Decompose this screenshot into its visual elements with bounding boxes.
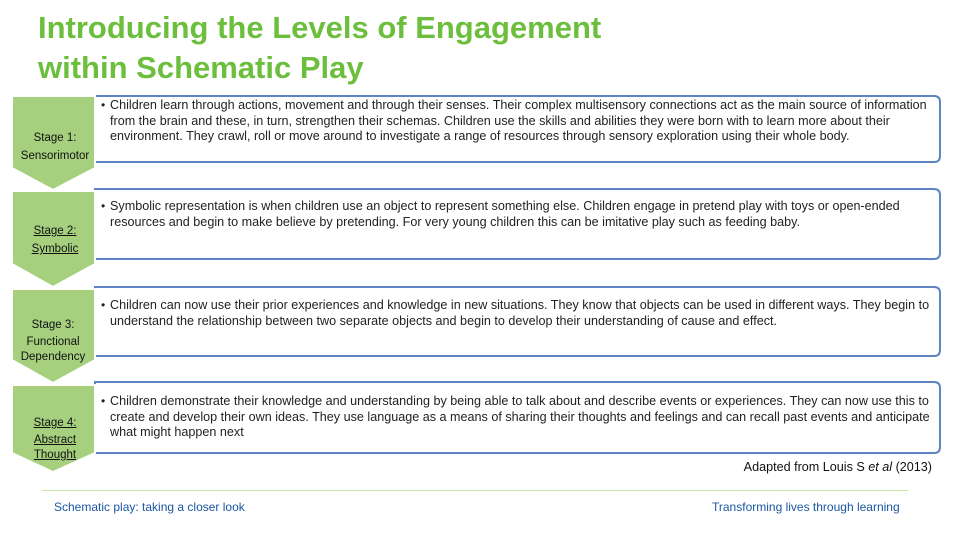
bullet-icon: • [101,394,106,408]
stage-3-description [101,298,932,329]
stage-1-label [10,131,100,164]
stage-4-label-line-2: Abstract [33,434,77,446]
title-line-2: within Schematic Play [38,50,364,85]
stage-4-label [10,416,100,463]
stage-4-description [101,394,932,441]
source-credit [744,460,932,474]
stage-3-description-text: Children can now use their prior experiences and knowledge in new situations. They know that objects can be used in different ways. They begin to understand the relationship between two separate objects and begin to develop their understanding of cause and effect. [110,298,930,328]
credit-prefix: Adapted from Louis S [743,460,869,474]
stage-1-description-text: Children learn through actions, movement and through their senses. Their complex multisensory connections act as the main source of information from the brain and these, in turn, strengthen their schemas. Children use the skills and abilities they were born with to learn more about their environment. They crawl, roll or move around to investigate a range of resources through sensory exploration using their whole body. [110,98,927,143]
stage-2-description-text: Symbolic representation is when children use an object to represent something else. Children engage in pretend play with toys or open-ended resources and begin to make believe by pretending. For very young children this can be imitative play such as feeding baby. [110,199,900,229]
credit-italic: et al [868,460,893,474]
bullet-icon: • [101,298,106,312]
footer-divider [42,490,908,491]
stage-4-label-line-3: Thought [33,449,77,461]
stage-3-label-line-3: Dependency [20,351,86,363]
stage-3-label [8,318,98,365]
stage-4-description-text: Children demonstrate their knowledge and understanding by being able to talk about and describe events or experiences. They can now use this to create and develop their own ideas. They use language as a means of sharing their thoughts and feelings and can recall past events and anticipate what might happen next [110,394,930,439]
bullet-icon: • [101,98,106,112]
credit-suffix: (2013) [892,460,932,474]
stage-2-label-line-2: Symbolic [31,243,79,255]
stage-1-label-line-2: Sensorimotor [20,150,90,162]
stage-3-label-line-1: Stage 3: [31,319,75,331]
stage-4-label-line-1: Stage 4: [33,417,77,429]
stage-2-label [10,224,100,257]
footer-right-text: Transforming lives through learning [712,500,900,514]
stage-1-description [101,98,932,145]
stage-2-label-line-1: Stage 2: [33,225,77,237]
stage-3-label-line-2: Functional [26,336,80,348]
title-line-1: Introducing the Levels of Engagement [38,10,602,45]
stage-2-description [101,199,932,230]
stage-1-label-line-1: Stage 1: [33,132,77,144]
bullet-icon: • [101,199,106,213]
footer-left-text: Schematic play: taking a closer look [54,500,245,514]
